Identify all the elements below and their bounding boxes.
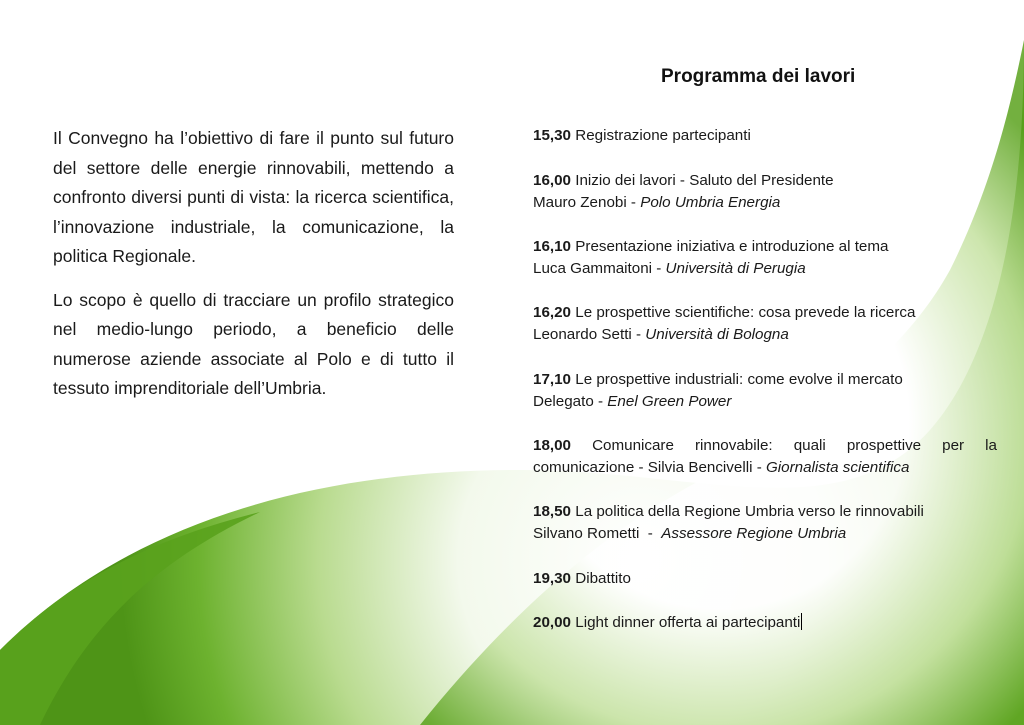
text-cursor <box>801 613 802 630</box>
program-text: Le prospettive industriali: come evolve il mercato <box>575 371 903 388</box>
program-title: Programma dei lavori <box>661 66 856 87</box>
program-text: Dibattito <box>575 570 631 587</box>
program-text: Inizio dei lavori - Saluto del Presidente <box>575 172 834 189</box>
program-time: 16,00 <box>533 172 572 189</box>
program-text: La politica della Regione Umbria verso le rinnovabili <box>575 503 924 520</box>
program-time: 18,00 <box>533 437 572 454</box>
program-text: Presentazione iniziativa e introduzione al tema <box>575 238 889 255</box>
program-speaker: Leonardo Setti - <box>533 326 646 343</box>
program-speaker: Mauro Zenobi - <box>533 194 641 211</box>
program-speaker: Silvano Rometti - <box>533 525 662 542</box>
program-item <box>533 125 997 147</box>
program-item <box>533 369 997 413</box>
program-text: Registrazione partecipanti <box>575 127 751 144</box>
program-org: Giornalista scientifica <box>765 459 910 476</box>
program-item <box>533 612 997 634</box>
program-org: Assessore Regione Umbria <box>661 525 847 542</box>
program-org: Enel Green Power <box>607 393 732 410</box>
program-item <box>533 170 997 214</box>
program-item <box>533 302 997 346</box>
program-text: Light dinner offerta ai partecipanti <box>575 614 801 631</box>
program-text: Le prospettive scientifiche: cosa prevede la ricerca <box>575 304 916 321</box>
program-time: 19,30 <box>533 570 572 587</box>
program-org: Università di Perugia <box>665 260 806 277</box>
program-item <box>533 236 997 280</box>
program-speaker: Luca Gammaitoni - <box>533 260 666 277</box>
program-org: Polo Umbria Energia <box>640 194 781 211</box>
intro-paragraph-2: Lo scopo è quello di tracciare un profilo strategico nel medio-lungo periodo, a beneficio delle numerose aziende associate al Polo e di tutto il tessuto imprenditoriale dell’Umbria. <box>53 289 454 398</box>
program-time: 17,10 <box>533 371 572 388</box>
program-item <box>533 568 997 590</box>
program-org: Università di Bologna <box>645 326 789 343</box>
program-time: 15,30 <box>533 127 572 144</box>
program-time: 18,50 <box>533 503 572 520</box>
program-text: Comunicare rinnovabile: quali prospettive per la comunicazione - Silvia Bencivelli - <box>533 437 997 476</box>
program-speaker: Delegato - <box>533 393 608 410</box>
program-time: 16,20 <box>533 304 572 321</box>
program-time: 16,10 <box>533 238 572 255</box>
program-item <box>533 501 997 545</box>
program-time: 20,00 <box>533 614 572 631</box>
intro-paragraph-1: Il Convegno ha l’obiettivo di fare il punto sul futuro del settore delle energie rinnovabili, mettendo a confronto diversi punti di vista: la ricerca scientifica, l’innovazione industriale, la comunicazione, la politica Regionale. <box>53 128 454 266</box>
intro-text <box>53 124 454 418</box>
program-item <box>533 435 997 479</box>
